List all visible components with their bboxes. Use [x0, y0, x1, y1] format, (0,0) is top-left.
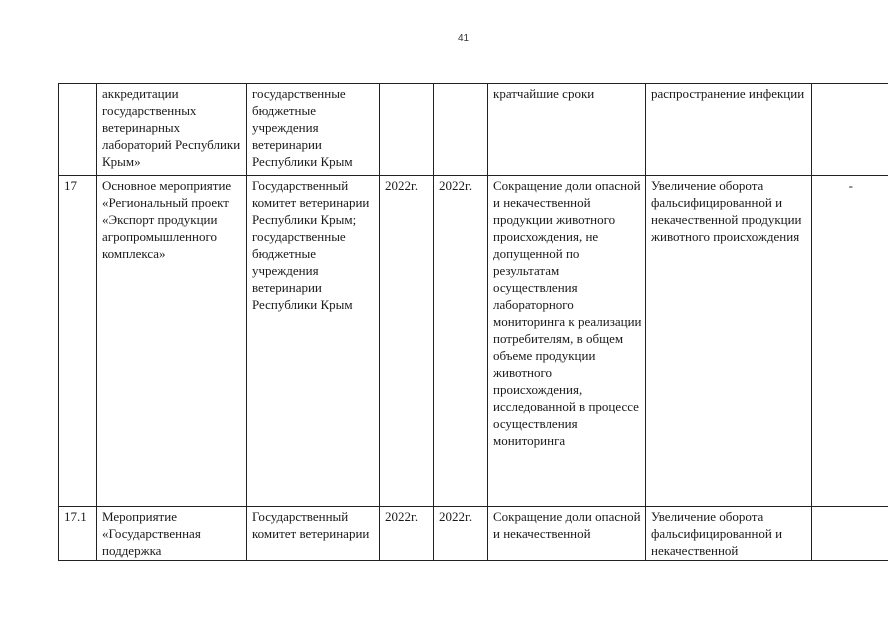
- cell-end-year: 2022г.: [434, 507, 488, 561]
- cell-start-year: 2022г.: [380, 176, 434, 507]
- page-number: 41: [458, 33, 470, 44]
- cell-number: 17: [59, 176, 97, 507]
- cell-activity-name: Основное мероприятие «Региональный проект «Экспорт продукции агропромышленного комплекса»: [97, 176, 247, 507]
- cell-expected-result: кратчайшие сроки: [488, 84, 646, 176]
- cell-activity-name: Мероприятие «Государственная поддержка: [97, 507, 247, 561]
- table-row: [59, 84, 888, 176]
- cell-expected-result: Сокращение доли опасной и некачественной продукции животного происхождения, не допущенной по результатам осуществления лабораторного мониторинга к реализации потребителям, в общем объеме продукции животного происхождения, исследованной в процессе осуществления мониторинга: [488, 176, 646, 507]
- table-row: [59, 176, 888, 507]
- cell-executor: Государственный комитет ветеринарии: [247, 507, 380, 561]
- cell-extra: [812, 507, 888, 561]
- cell-end-year: [434, 84, 488, 176]
- cell-number: 17.1: [59, 507, 97, 561]
- cell-executor: государственные бюджетные учреждения ветеринарии Республики Крым: [247, 84, 380, 176]
- cell-end-year: 2022г.: [434, 176, 488, 507]
- cell-consequence: Увеличение оборота фальсифицированной и некачественной: [646, 507, 812, 561]
- cell-executor: Государственный комитет ветеринарии Республики Крым; государственные бюджетные учреждения ветеринарии Республики Крым: [247, 176, 380, 507]
- cell-consequence: распространение инфекции: [646, 84, 812, 176]
- cell-consequence: Увеличение оборота фальсифицированной и некачественной продукции животного происхождения: [646, 176, 812, 507]
- program-table: [58, 83, 888, 561]
- cell-start-year: 2022г.: [380, 507, 434, 561]
- cell-expected-result: Сокращение доли опасной и некачественной: [488, 507, 646, 561]
- cell-extra: -: [812, 176, 888, 507]
- table-row: [59, 507, 888, 561]
- cell-extra: [812, 84, 888, 176]
- cell-start-year: [380, 84, 434, 176]
- cell-activity-name: аккредитации государственных ветеринарных лабораторий Республики Крым»: [97, 84, 247, 176]
- cell-number: [59, 84, 97, 176]
